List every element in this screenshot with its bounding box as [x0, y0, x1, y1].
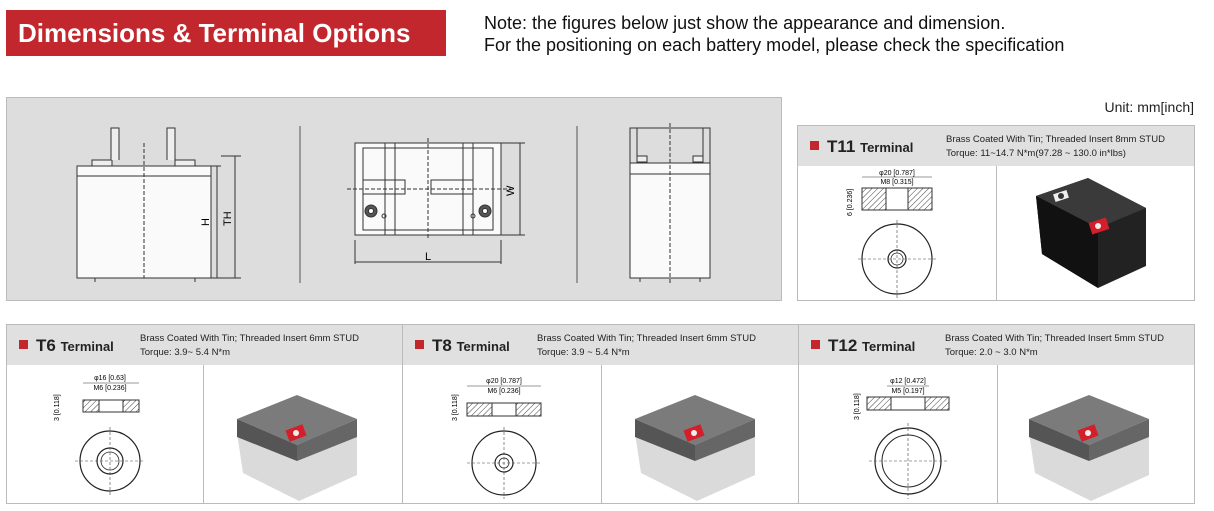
terminal-drawing	[403, 365, 801, 503]
terminal-card-t8	[402, 324, 800, 504]
terminal-name: T12	[828, 336, 858, 355]
spec-line-1: Brass Coated With Tin; Threaded Insert 8mm STUD	[946, 134, 1165, 145]
terminal-body	[798, 166, 1194, 300]
terminal-title	[415, 336, 510, 356]
dimension-drawings	[7, 98, 783, 302]
dia-label: φ16 [0.63]	[94, 375, 126, 382]
thread-label: M8 [0.315]	[880, 179, 914, 186]
battery-image	[1036, 178, 1146, 288]
terminal-body	[403, 365, 799, 503]
terminal-body	[799, 365, 1194, 503]
terminal-header	[7, 325, 403, 365]
spec-line-1: Brass Coated With Tin; Threaded Insert 5mm STUD	[945, 333, 1164, 344]
depth-label: 6 [0.236]	[847, 188, 854, 216]
page-title: Dimensions & Terminal Options	[6, 10, 446, 56]
terminal-card-t12	[798, 324, 1195, 504]
terminal-title	[19, 336, 114, 356]
bullet-square-icon	[415, 340, 424, 349]
dia-label: φ20 [0.787]	[879, 170, 915, 177]
unit-label: Unit: mm[inch]	[1104, 99, 1194, 115]
thread-label: M5 [0.197]	[891, 388, 925, 395]
terminal-body	[7, 365, 403, 503]
terminal-spec	[946, 133, 1165, 161]
th-label: TH	[222, 211, 234, 226]
bullet-square-icon	[19, 340, 28, 349]
terminal-spec	[537, 332, 756, 360]
terminal-header	[403, 325, 799, 365]
h-label: H	[200, 218, 212, 226]
dia-label: φ12 [0.472]	[890, 378, 926, 385]
l-label: L	[425, 251, 432, 263]
terminal-drawing	[7, 365, 405, 503]
top-view-drawing	[347, 138, 525, 264]
thread-label: M6 [0.236]	[487, 388, 521, 395]
spec-line-2: Torque: 2.0 ~ 3.0 N*m	[945, 347, 1038, 358]
spec-line-1: Brass Coated With Tin; Threaded Insert 6mm STUD	[140, 333, 359, 344]
terminal-suffix: Terminal	[860, 140, 914, 155]
spec-line-2: Torque: 3.9 ~ 5.4 N*m	[537, 347, 630, 358]
note-line-2: For the positioning on each battery model, please check the specification	[484, 35, 1065, 55]
spec-line-2: Torque: 11~14.7 N*m(97.28 ~ 130.0 in*lbs)	[946, 148, 1126, 159]
terminal-spec	[945, 332, 1164, 360]
terminal-suffix: Terminal	[862, 339, 916, 354]
terminal-suffix: Terminal	[60, 339, 114, 354]
note	[484, 12, 1064, 56]
battery-image	[237, 395, 357, 501]
terminal-spec	[140, 332, 359, 360]
terminal-card-t6	[6, 324, 404, 504]
spec-line-1: Brass Coated With Tin; Threaded Insert 6mm STUD	[537, 333, 756, 344]
terminal-name: T11	[827, 137, 856, 156]
terminal-title	[811, 336, 915, 356]
depth-label: 3 [0.118]	[854, 393, 861, 420]
bullet-square-icon	[810, 141, 819, 150]
bullet-square-icon	[811, 340, 820, 349]
terminal-header	[798, 126, 1194, 166]
terminal-header	[799, 325, 1194, 365]
terminal-drawing	[799, 365, 1196, 503]
terminal-title	[810, 137, 913, 157]
terminal-name: T8	[432, 336, 452, 355]
note-line-1: Note: the figures below just show the appearance and dimension.	[484, 13, 1006, 33]
depth-label: 3 [0.118]	[54, 394, 61, 421]
terminal-name: T6	[36, 336, 56, 355]
battery-image	[1029, 395, 1149, 501]
battery-image	[635, 395, 755, 501]
w-label: W	[505, 185, 517, 196]
terminal-card-t11	[797, 125, 1195, 301]
dimensions-panel	[6, 97, 782, 301]
thread-label: M6 [0.236]	[93, 385, 127, 392]
end-view-drawing	[630, 123, 710, 283]
terminal-drawing	[798, 166, 1196, 300]
terminal-suffix: Terminal	[456, 339, 510, 354]
dia-label: φ20 [0.787]	[486, 378, 522, 385]
spec-line-2: Torque: 3.9~ 5.4 N*m	[140, 347, 231, 358]
depth-label: 3 [0.118]	[452, 394, 459, 421]
side-view-drawing	[77, 128, 241, 282]
